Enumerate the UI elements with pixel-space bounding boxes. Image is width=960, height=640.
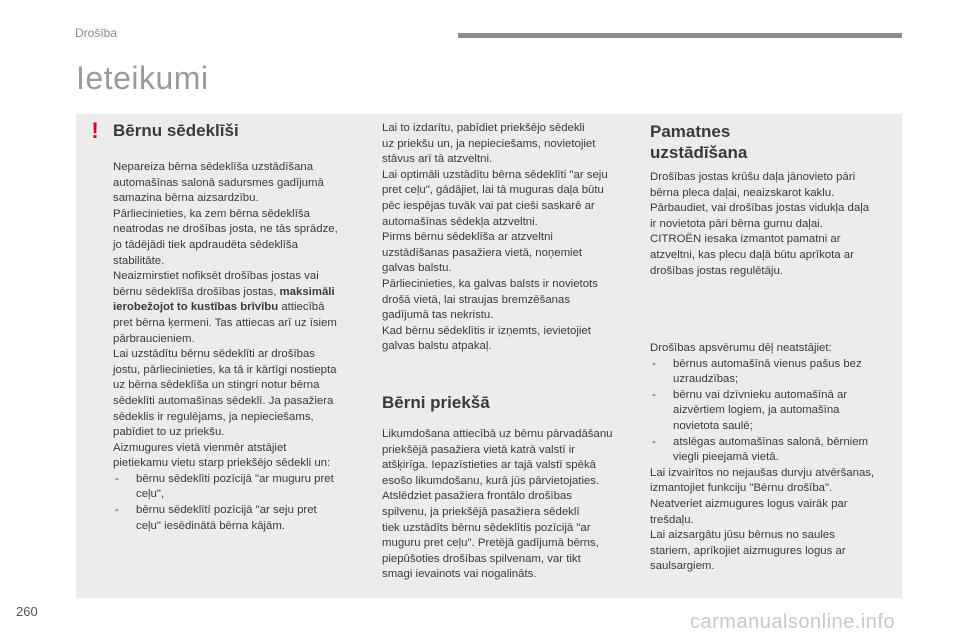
text-line: saulsargiem. [650, 560, 715, 573]
text-line: CITROËN iesaka izmantot pamatni ar [650, 233, 841, 246]
text-line: esošo likumdošanu, kurā jūs pārvietojaties. [382, 474, 600, 487]
text-line: Lai uzstādītu bērnu sēdeklīti ar drošības [113, 348, 315, 361]
text-line: smagi ievainots vai nogalināts. [382, 568, 537, 581]
text-line: neatrodas ne drošības josta, ne tās sprādze, [113, 223, 338, 236]
middle-column-lower [382, 427, 634, 583]
text-line: bērna pleca daļai, neaizskarot kaklu. [650, 186, 835, 199]
text-line: tiek uzstādīts bērnu sēdeklītis pozīcijā "ar [382, 521, 591, 534]
text-line: bērnu vai dzīvnieku automašīnā ar [673, 388, 848, 401]
text-line: pabīdiet to uz priekšu. [113, 426, 225, 439]
text-line: galvas balstu. [382, 262, 452, 275]
text-line: sēdeklīti automašīnas sēdeklī. Ja pasažiera [113, 394, 334, 407]
text-line: Neatveriet aizmugures logus vairāk par [650, 497, 848, 510]
text-line: Atslēdziet pasažiera frontālo drošības [382, 490, 572, 503]
list-item [113, 503, 363, 534]
text-line: Aizmugures vietā vienmēr atstājiet [113, 441, 287, 454]
text-line: bērnu sēdeklītī pozīcijā "ar seju pret [136, 504, 317, 517]
text-line: samazina bērna aizsardzību. [113, 192, 259, 205]
text-line: sēdeklis ir regulējams, ja nepieciešams, [113, 410, 314, 423]
text-line: bērnu sēdeklīti pozīcijā "ar muguru pret [136, 472, 334, 485]
text-line: Pirms bērnu sēdeklīša ar atzveltni [382, 231, 553, 244]
list-item [650, 357, 900, 388]
text-line: spilvenu, ja priekšējā pasažiera sēdeklī [382, 505, 580, 518]
text-line: Lai izvairītos no nejaušas durvju atvēršanas, [650, 466, 875, 479]
right-column-lower [650, 341, 900, 575]
header-bar [458, 33, 902, 38]
text-line: izmantojiet funkciju "Bērnu drošība". [650, 482, 833, 495]
watermark: carmanualsonline.info [690, 611, 896, 633]
text-line: galvas balstu atpakaļ. [382, 340, 492, 353]
text-line: piepūšoties drošības spilvenam, var tikt [382, 552, 581, 565]
text-line: automašīnas salonā sadursmes gadījumā [113, 176, 324, 189]
page-number: 260 [16, 604, 38, 619]
text-line: jo tādējādi tiek apdraudēta sēdeklīša [113, 238, 298, 251]
text-line: Likumdošana attiecībā uz bērnu pārvadāšanu [382, 428, 613, 440]
bold-text: ierobežojot to kustības brīvību [113, 301, 279, 314]
section-label: Drošība [75, 26, 118, 40]
text-line: pārbraucieniem. [113, 332, 195, 345]
bullet-dash: - [652, 388, 656, 401]
text-line: uz priekšu un, ja nepieciešams, novietojiet [382, 137, 596, 150]
text-line [113, 300, 363, 316]
text-line: Drošības apsvērumu dēļ neatstājiet: [650, 342, 832, 354]
text-segment: attiecībā [278, 301, 325, 314]
warning-icon: ! [91, 118, 99, 143]
text-line: ceļu", [136, 488, 165, 501]
text-line: ceļu" iesēdinātā bērna kājām. [136, 519, 286, 532]
text-line: priekšējā pasažiera vietā katrā valstī ir [382, 443, 576, 456]
text-line: gadījumā tas nekristu. [382, 309, 494, 322]
bullet-dash: - [115, 472, 119, 485]
text-line: pret ceļu", gādājiet, lai tā muguras daļa būtu [382, 184, 604, 197]
text-line: stariem, aprīkojiet aizmugures logus ar [650, 544, 846, 557]
text-line: automašīnas sēdekļa atzveltni. [382, 215, 538, 228]
heading-child-seats: Bērnu sēdeklīši [113, 121, 239, 140]
bold-text: maksimāli [279, 285, 335, 298]
text-line: drošā vietā, lai straujas bremzēšanas [382, 293, 571, 306]
text-line: atslēgas automašīnas salonā, bērniem [673, 435, 869, 448]
heading-line: Pamatnes [650, 122, 731, 141]
text-line: bērnus automašīnā vienus pašus bez [673, 357, 862, 370]
text-line: Kad bērnu sēdeklītis ir izņemts, ievietojiet [382, 324, 591, 337]
list-item [113, 472, 363, 503]
text-line: uz bērna sēdeklīša un stingri notur bērna [113, 379, 320, 392]
text-line: viegli pieejamā vietā. [673, 451, 779, 464]
text-line: jostu, pārliecinieties, ka tā ir kārtīgi nostiepta [113, 363, 337, 376]
text-segment: bērnu sēdeklīša drošības jostas, [113, 285, 280, 298]
list-item [650, 435, 900, 466]
text-line: Neaizmirstiet nofiksēt drošības jostas vai [113, 270, 319, 283]
text-line: Pārliecinieties, ka zem bērna sēdeklīša [113, 207, 310, 220]
text-line: Lai optimāli uzstādītu bērna sēdeklīti "ar seju [382, 168, 608, 181]
heading-booster-install [650, 121, 900, 163]
text-line: Pārliecinieties, ka galvas balsts ir novietots [382, 277, 598, 290]
text-line: pietiekamu vietu starp priekšējo sēdekli un: [113, 457, 331, 470]
text-line: muguru pret ceļu". Pretējā gadījumā bērns, [382, 537, 599, 550]
text-line: Lai aizsargātu jūsu bērnus no saules [650, 529, 835, 542]
text-line: pēc iespējas tuvāk vai pat cieši saskarē ar [382, 199, 595, 212]
text-line: pret bērna ķermeni. Tas attiecas arī uz īsiem [113, 316, 337, 329]
text-line: Drošības jostas krūšu daļa jānovieto pāri [650, 171, 856, 183]
middle-column [382, 121, 634, 355]
bullet-dash: - [115, 504, 119, 517]
bullet-dash: - [652, 435, 656, 448]
heading-line: uzstādīšana [650, 143, 748, 162]
text-line: Nepareiza bērna sēdeklīša uzstādīšana [113, 161, 314, 173]
bullet-dash: - [652, 357, 656, 370]
right-column [650, 170, 900, 279]
text-line: stabilitāte. [113, 254, 165, 267]
text-line: uzraudzības; [673, 373, 739, 386]
text-line: atšķirīga. Iepazīstieties ar tajā valstī spēkā [382, 459, 596, 472]
text-line: Pārbaudiet, vai drošības jostas vidukļa daļa [650, 202, 870, 215]
text-line: ir novietota pāri bērna gurnu daļai. [650, 217, 823, 230]
text-line: stāvus arī tā atzveltni. [382, 153, 493, 166]
text-line: trešdaļu. [650, 513, 694, 526]
heading-children-front: Bērni priekšā [382, 393, 490, 412]
text-line: aizvērtiem logiem, ja automašīna [673, 404, 840, 417]
text-line: novietota saulē; [673, 419, 753, 432]
text-line: uzstādīšanas pasažiera vietā, noņemiet [382, 246, 583, 259]
list-item [650, 388, 900, 435]
text-line: atzveltni, kas plecu daļā būtu aprīkota ar [650, 248, 854, 261]
text-line [113, 285, 363, 301]
text-line: drošības jostas regulētāju. [650, 264, 783, 277]
page-title: Ieteikumi [76, 60, 209, 96]
text-line: Lai to izdarītu, pabīdiet priekšējo sēdekli [382, 122, 585, 134]
left-column [113, 160, 363, 534]
